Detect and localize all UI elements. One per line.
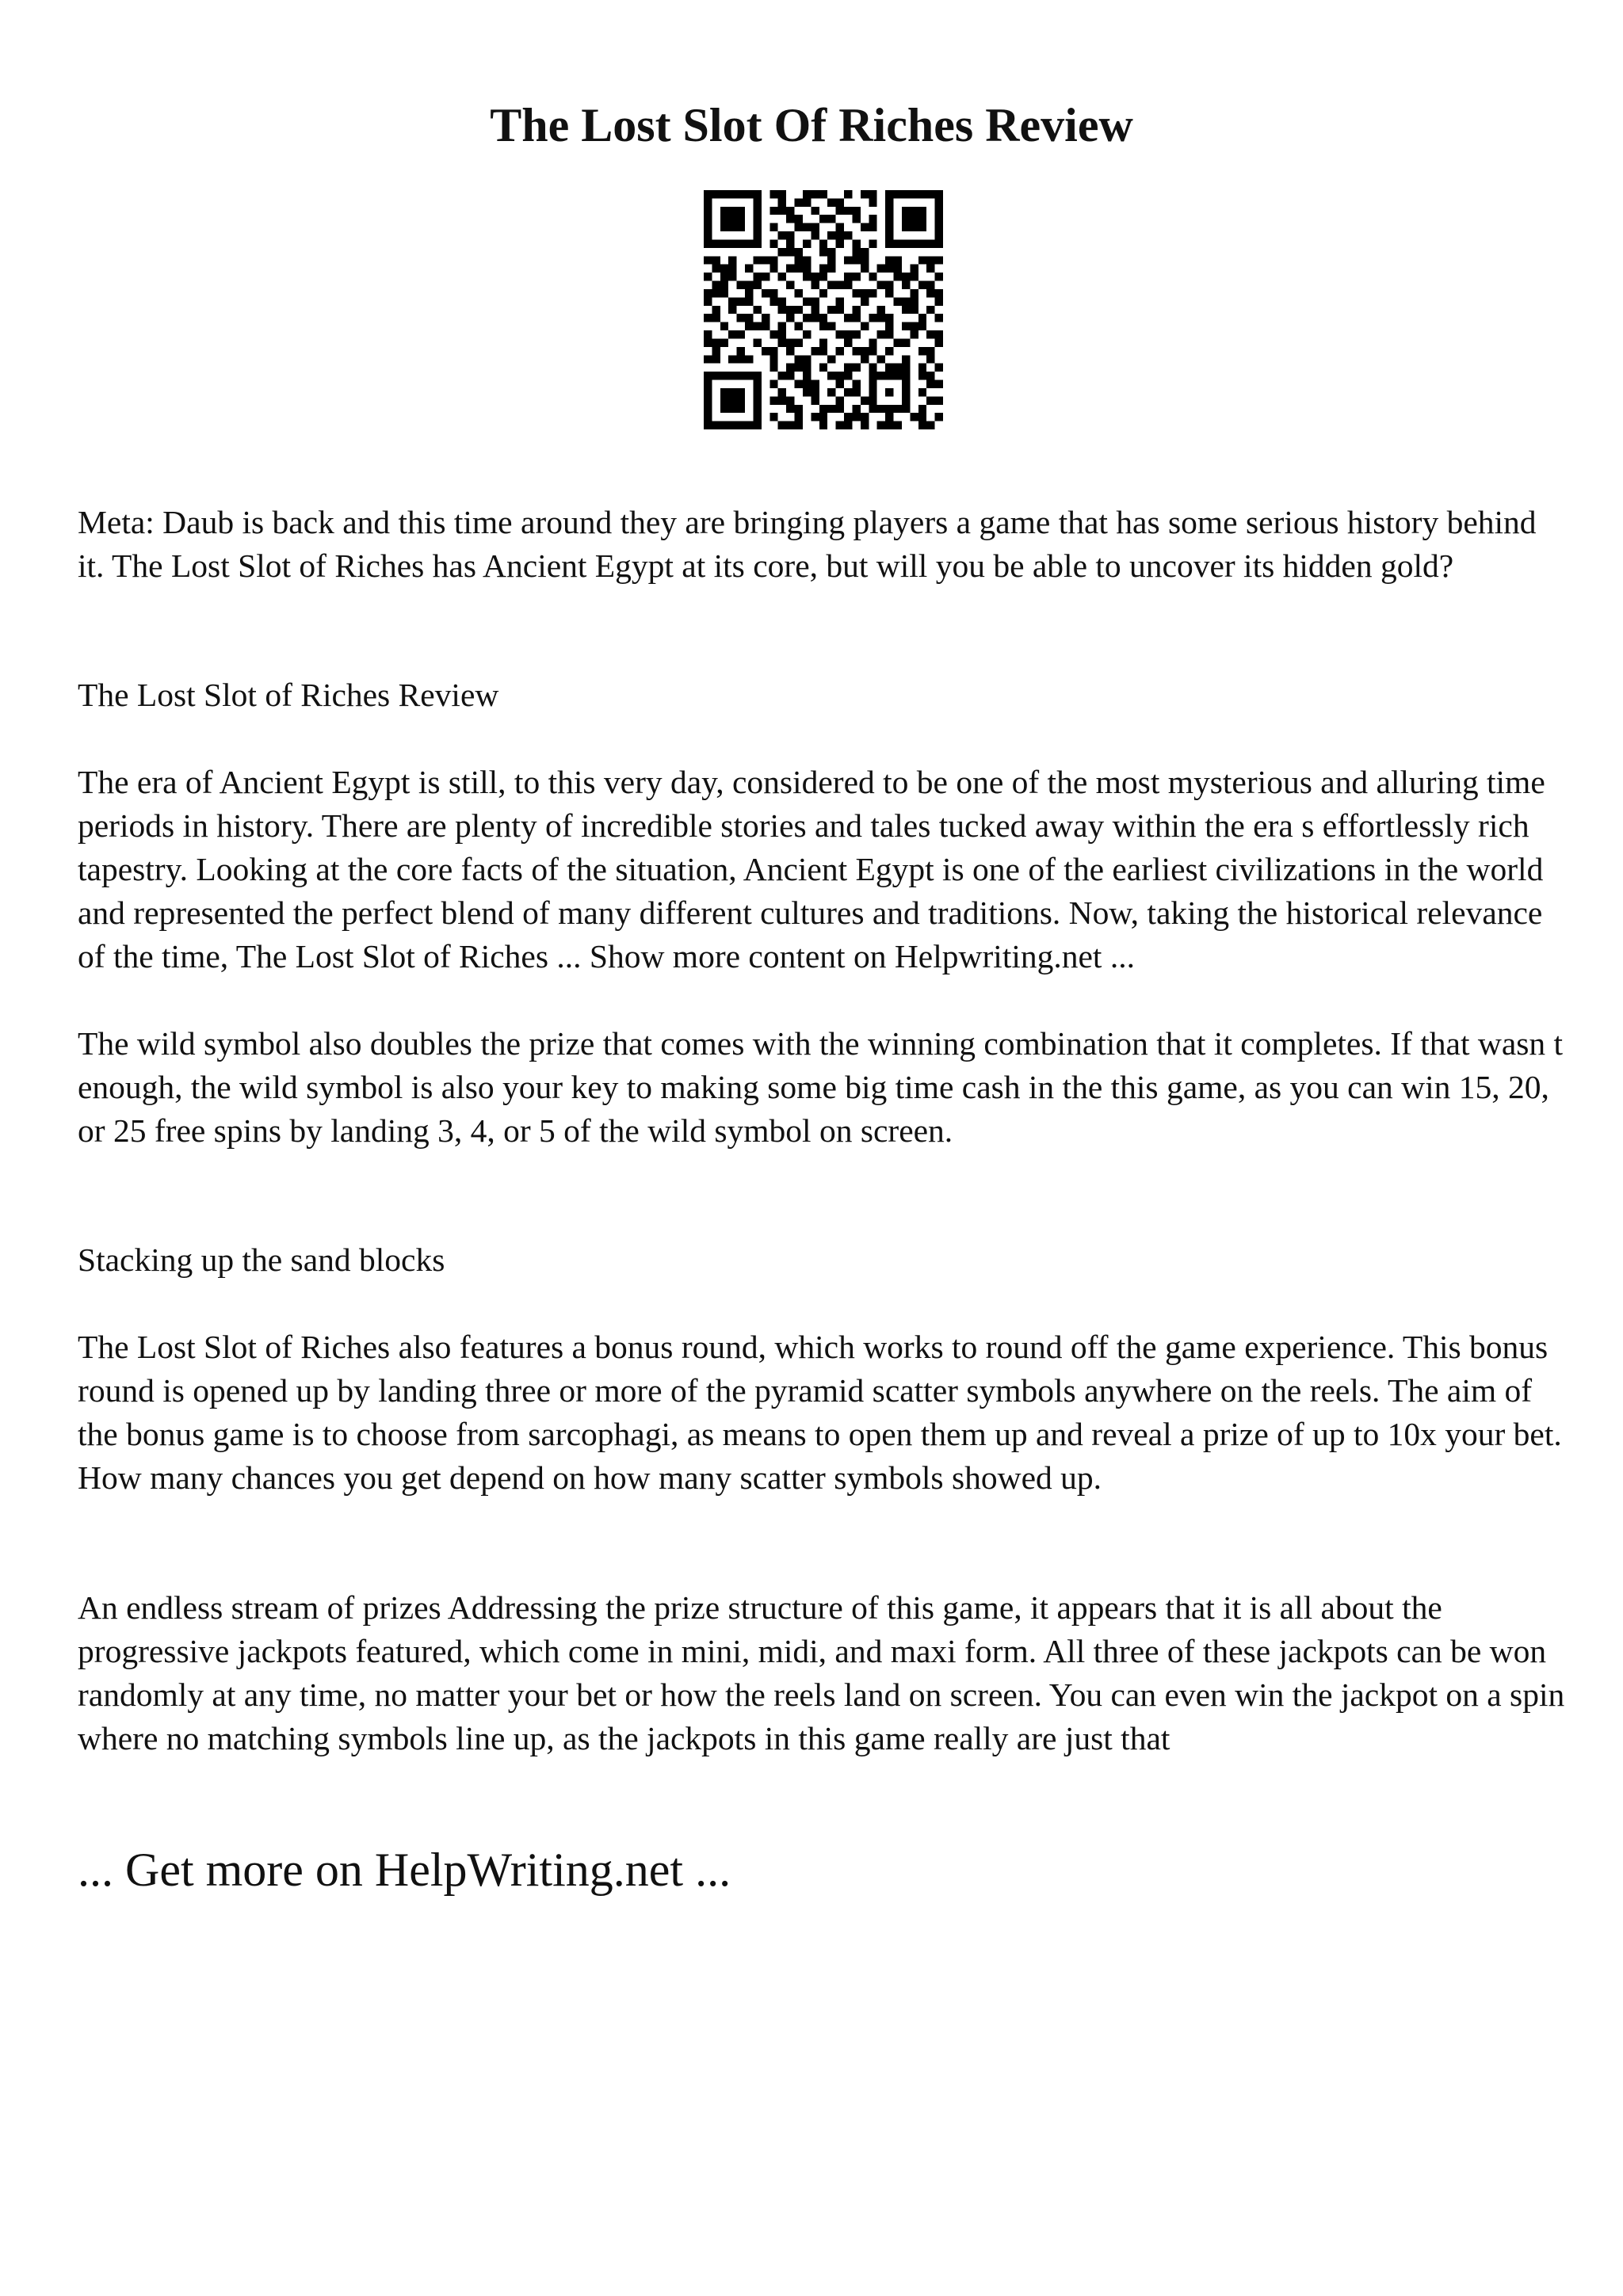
page-title: The Lost Slot Of Riches Review [490,99,1133,151]
section-heading: The Lost Slot of Riches Review [78,677,499,713]
meta-paragraph: Meta: Daub is back and this time around they are bringing players a game that has some serious history behind it. The Lost Slot of Riches has Ancient Egypt at its core, but will you be able to uncover its hidden gold? [78,504,1537,584]
bonus-round-paragraph: The Lost Slot of Riches also features a bonus round, which works to round off the game experience. This bonus round is opened up by landing three or more of the pyramid scatter symbols anywhere on the reels. The aim of the bonus game is to choose from sarcophagi, as means to open them up and reveal a prize of up to 10x your bet. How many chances you get depend on how many scatter symbols showed up. [78,1329,1562,1496]
qr-code-icon [704,190,943,429]
prizes-paragraph: An endless stream of prizes Addressing the prize structure of this game, it appears that it is all about the progressive jackpots featured, which come in mini, midi, and maxi form. All three of these jackpots can be won randomly at any time, no matter your bet or how the reels land on screen. You can even win the jackpot on a spin where no matching symbols line up, as the jackpots in this game really are just that [78,1589,1565,1756]
intro-paragraph: The era of Ancient Egypt is still, to this very day, considered to be one of the most mysterious and alluring time periods in history. There are plenty of incredible stories and tales tucked away within the era s effortlessly rich tapestry. Looking at the core facts of the situation, Ancient Egypt is one of the earliest civilizations in the world and represented the perfect blend of many different cultures and traditions. Now, taking the historical relevance of the time, The Lost Slot of Riches ... Show more content on Helpwriting.net ... [78,764,1545,974]
sand-blocks-heading: Stacking up the sand blocks [78,1241,445,1278]
wild-symbol-paragraph: The wild symbol also doubles the prize that comes with the winning combination that it completes. If that wasn t enough, the wild symbol is also your key to making some big time cash in the this game, as you can win 15, 20, or 25 free spins by landing 3, 4, or 5 of the wild symbol on screen. [78,1025,1564,1149]
get-more-link[interactable]: ... Get more on HelpWriting.net ... [78,1844,731,1896]
